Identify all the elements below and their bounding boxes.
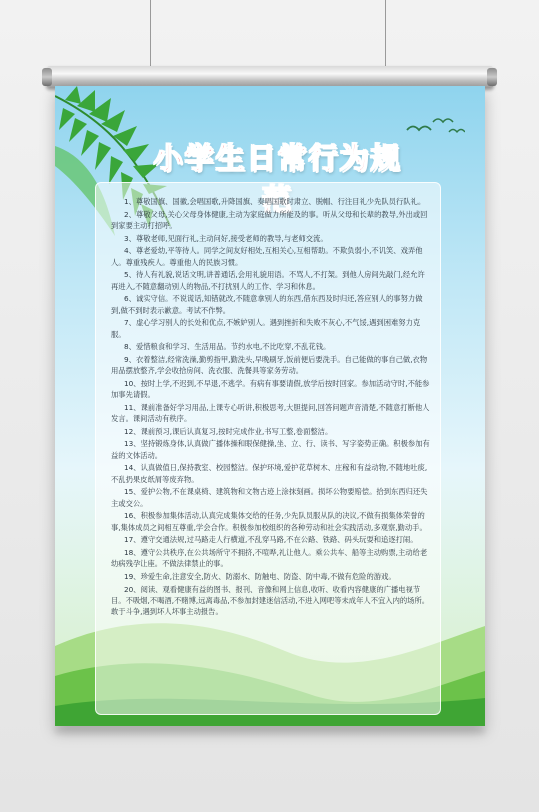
poster-hanger-rail xyxy=(46,66,494,88)
rule-item: 8、爱惜粮食和学习、生活用品。节约水电,不比吃穿,不乱花钱。 xyxy=(124,342,331,352)
poster-shadow xyxy=(55,726,485,734)
rule-item: 3、尊敬老师,见面行礼,主动问好,接受老师的教导,与老师交流。 xyxy=(124,233,328,243)
rule-item: 7、虚心学习别人的长处和优点,不嫉妒别人。遇到挫折和失败不灰心,不气馁,遇到困难努力克服。 xyxy=(111,318,421,339)
rule-item: 12、课前预习,课后认真复习,按时完成作业,书写工整,卷面整洁。 xyxy=(124,426,333,436)
rule-item: 20、阅读、观看健康有益的图书、报刊、音像和网上信息,收听、收看内容健康的广播电视节目。不吸烟,不喝酒,不赌博,远离毒品,不参加封建迷信活动,不进入网吧等未成年人不宜入内的场所。敢于斗争,遇到坏人坏事主动报告。 xyxy=(111,584,430,617)
hanging-wire-right xyxy=(385,0,386,70)
rule-item: 17、遵守交通法规,过马路走人行横道,不乱穿马路,不在公路、铁路、码头玩耍和追逐打闹。 xyxy=(124,535,418,545)
rule-item: 11、课前准备好学习用品,上课专心听讲,积极思考,大胆提问,回答问题声音清楚,不随意打断他人发言。课间活动有秩序。 xyxy=(111,402,430,424)
rule-item: 16、积极参加集体活动,认真完成集体交给的任务,少先队员服从队的决议,不做有损集体荣誉的事,集体成员之间相互尊重,学会合作。积极参加校组织的各种劳动和社会实践活动,多观察,勤动手。 xyxy=(111,511,427,532)
rule-item: 6、诚实守信。不说谎话,知错就改,不随意拿别人的东西,借东西及时归还,答应别人的事努力做到,做不到时表示歉意。考试不作弊。 xyxy=(111,294,423,315)
rule-item: 10、按时上学,不迟到,不早退,不逃学。有病有事要请假,放学后按时回家。参加活动守时,不能参加事先请假。 xyxy=(111,378,430,400)
rule-item: 15、爱护公物,不在课桌椅、建筑物和文物古迹上涂抹刻画。损坏公物要赔偿。拾到东西归还失主或交公。 xyxy=(111,487,428,508)
birds-icon xyxy=(405,114,465,138)
rule-item: 2、尊敬父母,关心父母身体健康,主动为家庭做力所能及的事。听从父母和长辈的教导,外出或回到家要主动打招呼。 xyxy=(111,209,428,230)
rule-item: 18、遵守公共秩序,在公共场所守不拥挤,不喧哗,礼让他人。乘公共车、船等主动购票,主动给老幼病残孕让座。不做法律禁止的事。 xyxy=(111,547,428,569)
rules-list xyxy=(111,196,431,619)
poster-title: 小学生日常行为规 xyxy=(153,141,402,175)
rule-item: 1、尊敬国旗、国徽,会唱国歌,升降国旗、奏唱国歌时肃立、脱帽、行注目礼少先队员行队礼。 xyxy=(124,197,426,206)
rule-item: 5、待人有礼貌,说话文明,讲普通话,会用礼貌用语。不骂人,不打架。到他人房间先敲门,经允许再进入,不随意翻动别人的物品,不打扰别人的工作、学习和休息。 xyxy=(111,270,425,291)
rule-item: 19、珍爱生命,注意安全,防火、防溺水、防触电、防盗、防中毒,不做有危险的游戏。 xyxy=(124,571,396,581)
rail-end-cap-left xyxy=(42,68,52,86)
hanging-wire-left xyxy=(150,0,151,70)
rule-item: 9、衣着整洁,经常洗澡,勤剪指甲,勤洗头,早晚刷牙,饭前便后要洗手。自己能做的事自己做,衣物用品摆放整齐,学会收拾房间、洗衣服、洗餐具等家务劳动。 xyxy=(111,354,428,376)
rule-item: 13、坚持锻炼身体,认真做广播体操和眼保健操,坐、立、行、读书、写字姿势正确。积极参加有益的文体活动。 xyxy=(111,439,430,460)
poster xyxy=(55,86,485,726)
rail-end-cap-right xyxy=(487,68,497,86)
rule-item: 4、尊老爱幼,平等待人。同学之间友好相处,互相关心,互相帮助。不欺负弱小,不讥笑、戏弄他人。尊重残疾人。尊重他人的民族习惯。 xyxy=(111,246,423,267)
rule-item: 14、认真做值日,保持教室、校园整洁。保护环境,爱护花草树木、庄稼和有益动物,不随地吐痰,不乱扔果皮纸屑等废弃物。 xyxy=(111,463,428,484)
